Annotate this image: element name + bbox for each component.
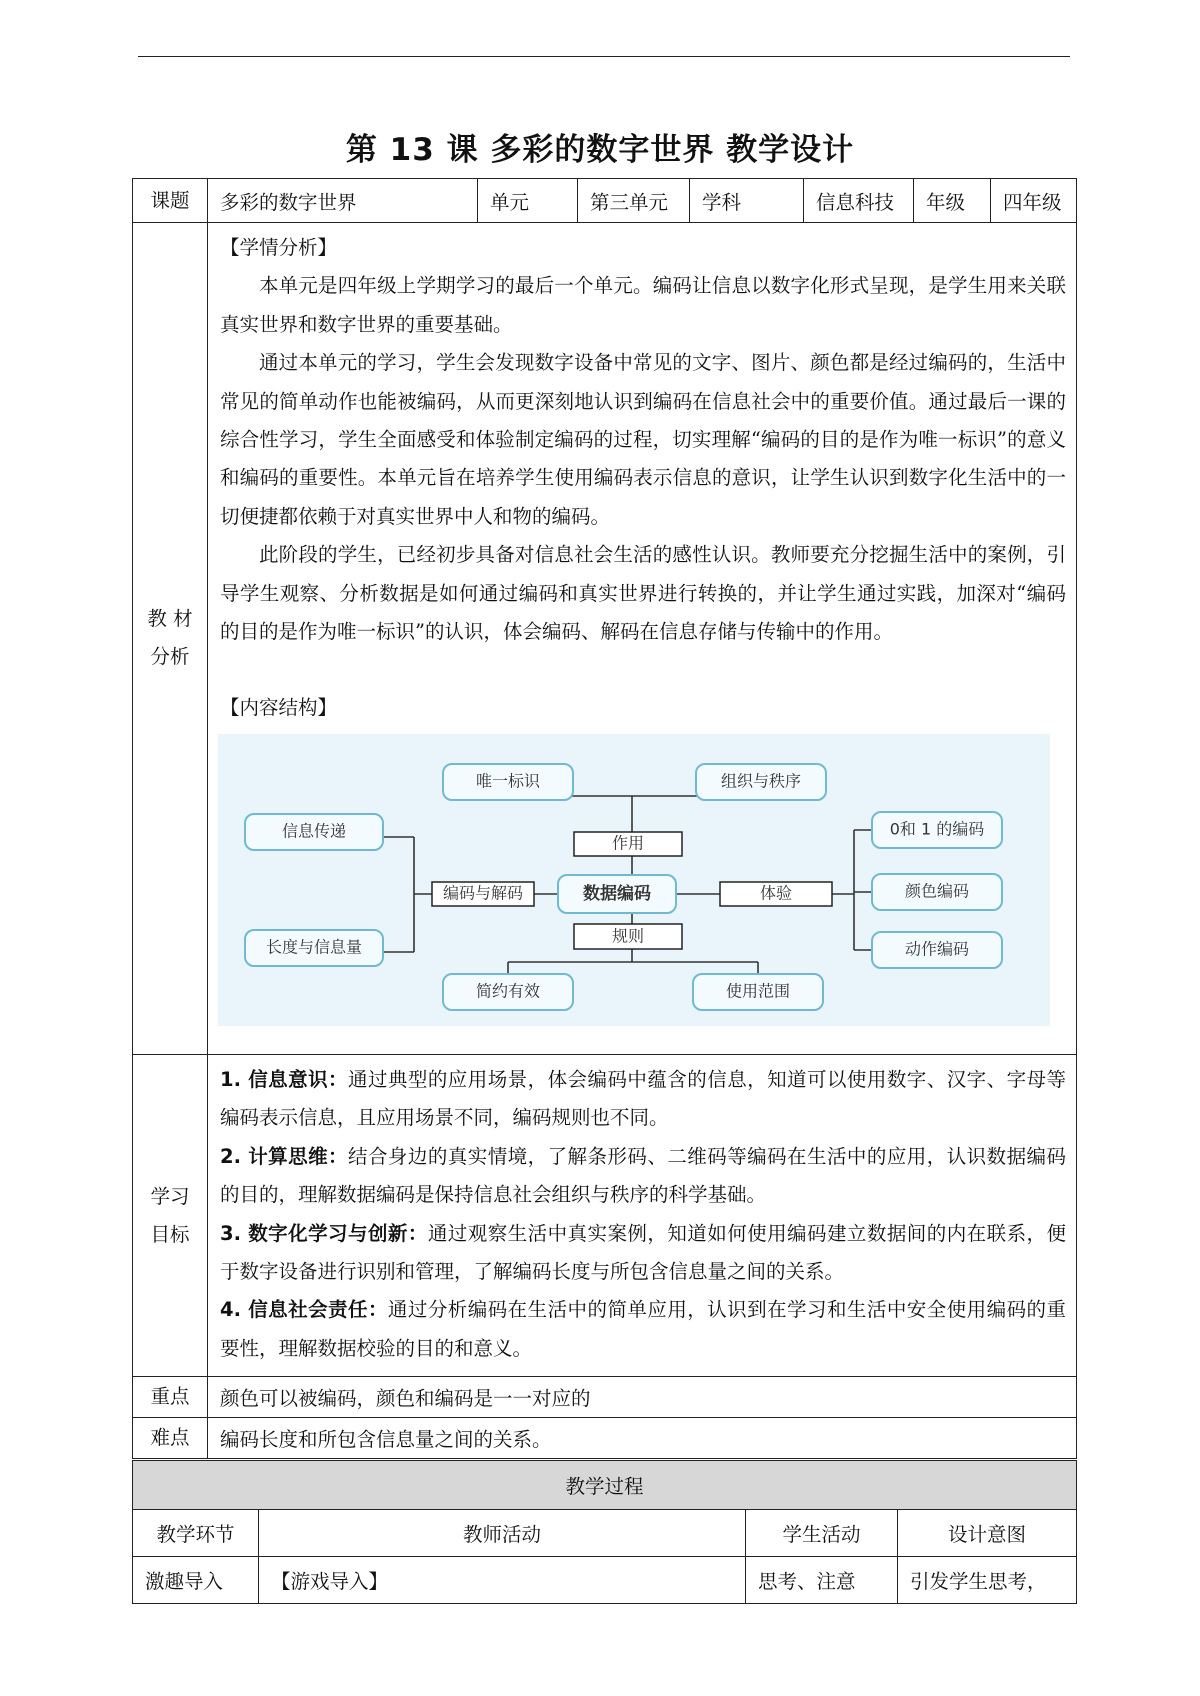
- svg-text:长度与信息量: 长度与信息量: [265, 937, 363, 957]
- svg-text:数据编码: 数据编码: [583, 883, 651, 904]
- goal-head: 2. 计算思维：: [220, 1144, 349, 1168]
- node-data-encoding: [558, 875, 676, 913]
- subject-value: 信息科技: [804, 179, 914, 223]
- link-rules: [574, 924, 682, 949]
- process-header: 教学环节: [133, 1510, 259, 1557]
- lesson-info-table: [132, 178, 1077, 1459]
- svg-text:简约有效: 简约有效: [475, 981, 541, 1001]
- goal-head: 1. 信息意识：: [220, 1067, 349, 1091]
- goal-item: [220, 1215, 1066, 1292]
- svg-text:信息传递: 信息传递: [281, 821, 347, 841]
- node-concise: [443, 974, 573, 1010]
- process-cell: 【游戏导入】: [259, 1557, 746, 1604]
- key-point-row: [133, 1377, 1077, 1418]
- process-row: [133, 1557, 1077, 1604]
- teaching-process-table: [132, 1460, 1077, 1604]
- goal-item: [220, 1291, 1066, 1368]
- svg-text:编码与解码: 编码与解码: [442, 883, 524, 903]
- learning-analysis-heading: 【学情分析】: [220, 236, 338, 259]
- document-title: 第 13 课 多彩的数字世界 教学设计: [345, 132, 855, 168]
- unit-value: 第三单元: [578, 179, 690, 223]
- process-header: 教师活动: [259, 1510, 746, 1557]
- process-cell: 思考、注意: [746, 1557, 898, 1604]
- link-encode-decode: [432, 882, 534, 906]
- spacer: [220, 651, 1066, 689]
- info-row: [133, 179, 1077, 223]
- topic-value: 多彩的数字世界: [208, 179, 478, 223]
- analysis-paragraph-2: 通过本单元的学习，学生会发现数字设备中常见的文字、图片、颜色都是经过编码的，生活中常见的简单动作也能被编码，从而更深刻地认识到编码在信息社会中的重要价值。通过最后一课的综合性学习，学生全面感受和体验制定编码的过程，切实理解“编码的目的是作为唯一标识”的意义和编码的重要性。本单元旨在培养学生使用编码表示信息的意识，让学生认识到数字化生活中的一切便捷都依赖于对真实世界中人和物的编码。: [220, 351, 1066, 528]
- unit-label: 单元: [478, 179, 578, 223]
- link-purpose: [574, 832, 682, 856]
- node-length-info: [245, 930, 383, 966]
- goals-label-line-2: 目标: [150, 1222, 190, 1246]
- analysis-label-line-1: 教 材: [147, 607, 193, 631]
- svg-text:0和 1 的编码: 0和 1 的编码: [889, 819, 985, 839]
- goals-label-line-1: 学习: [150, 1184, 190, 1208]
- analysis-content: [208, 223, 1077, 1055]
- process-title: 教学过程: [133, 1461, 1077, 1510]
- goals-label: [133, 1054, 208, 1376]
- difficulty-text: 编码长度和所包含信息量之间的关系。: [208, 1418, 1077, 1459]
- node-action-code: [872, 932, 1002, 968]
- svg-text:组织与秩序: 组织与秩序: [720, 771, 802, 791]
- goal-text: 通过观察生活中真实案例，知道如何使用编码建立数据间的内在联系，便于数字设备进行识别和管理，了解编码长度与所包含信息量之间的关系。: [220, 1221, 1066, 1283]
- svg-text:唯一标识: 唯一标识: [475, 771, 541, 791]
- node-info-transfer: [245, 814, 383, 850]
- grade-label: 年级: [914, 179, 991, 223]
- svg-text:作用: 作用: [611, 833, 645, 853]
- goal-text: 通过分析编码在生活中的简单应用，认识到在学习和生活中安全使用编码的重要性，理解数据校验的目的和意义。: [220, 1298, 1066, 1360]
- process-header: 学生活动: [746, 1510, 898, 1557]
- analysis-paragraph-1: 本单元是四年级上学期学习的最后一个单元。编码让信息以数字化形式呈现，是学生用来关联真实世界和数字世界的重要基础。: [220, 274, 1066, 336]
- goal-item: [220, 1138, 1066, 1215]
- analysis-label-line-2: 分析: [150, 645, 190, 669]
- key-point-label: 重点: [133, 1377, 208, 1418]
- analysis-paragraph-3: 此阶段的学生，已经初步具备对信息社会生活的感性认识。教师要充分挖掘生活中的案例，引导学生观察、分析数据是如何通过编码和真实世界进行转换的，并让学生通过实践，加深对“编码的目的是作为唯一标识”的认识，体会编码、解码在信息存储与传输中的作用。: [220, 543, 1066, 644]
- node-scope: [693, 974, 823, 1010]
- content-structure-diagram: [218, 734, 1050, 1026]
- analysis-row: [133, 223, 1077, 1055]
- difficulty-row: [133, 1418, 1077, 1459]
- goals-row: [133, 1054, 1077, 1376]
- svg-text:规则: 规则: [611, 926, 645, 946]
- node-color-code: [872, 874, 1002, 910]
- topic-label: 课题: [133, 179, 208, 223]
- process-title-row: [133, 1461, 1077, 1510]
- grade-value: 四年级: [991, 179, 1077, 223]
- node-binary-code: [872, 812, 1002, 848]
- link-experience: [720, 882, 832, 906]
- subject-label: 学科: [690, 179, 804, 223]
- goals-content: [208, 1054, 1077, 1376]
- header-rule: [138, 56, 1070, 57]
- svg-text:使用范围: 使用范围: [725, 981, 791, 1001]
- node-unique-id: [443, 764, 573, 800]
- process-cell: 激趣导入: [133, 1557, 259, 1604]
- process-cell: 引发学生思考，: [898, 1557, 1077, 1604]
- goal-text: 结合身边的真实情境，了解条形码、二维码等编码在生活中的应用，认识数据编码的目的，理解数据编码是保持信息社会组织与秩序的科学基础。: [220, 1144, 1066, 1207]
- goal-head: 3. 数字化学习与创新：: [220, 1221, 428, 1245]
- svg-text:体验: 体验: [759, 883, 793, 903]
- process-header: 设计意图: [898, 1510, 1077, 1557]
- analysis-label: [133, 223, 208, 1055]
- goal-head: 4. 信息社会责任：: [220, 1298, 388, 1322]
- process-header-row: [133, 1510, 1077, 1557]
- svg-text:颜色编码: 颜色编码: [904, 881, 970, 901]
- svg-text:动作编码: 动作编码: [904, 939, 970, 959]
- goal-item: [220, 1061, 1066, 1138]
- node-order: [696, 764, 826, 800]
- difficulty-label: 难点: [133, 1418, 208, 1459]
- content-structure-heading: 【内容结构】: [220, 696, 338, 720]
- key-point-text: 颜色可以被编码，颜色和编码是一一对应的: [208, 1377, 1077, 1418]
- goal-text: 通过典型的应用场景，体会编码中蕴含的信息，知道可以使用数字、汉字、字母等编码表示信息，且应用场景不同，编码规则也不同。: [220, 1067, 1066, 1130]
